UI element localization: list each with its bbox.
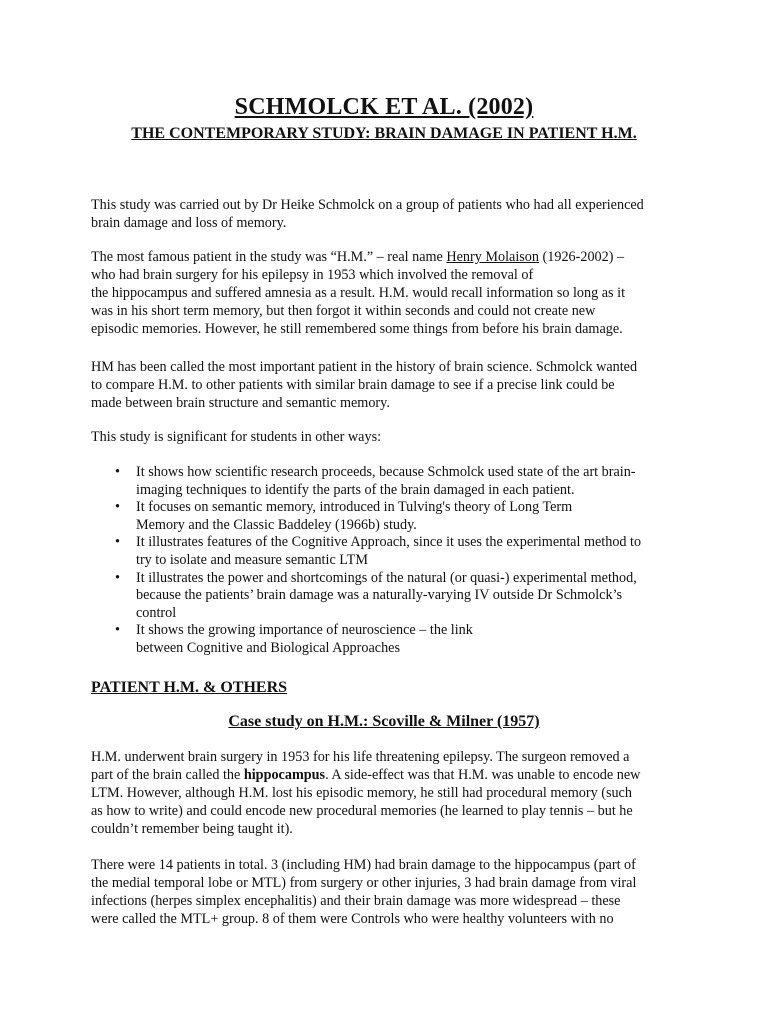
text-line: was in his short term memory, but then forgot it within seconds and could not create new: [91, 303, 596, 319]
text-line: . A side-effect was that H.M. was unable to encode new: [325, 767, 641, 783]
text-line: couldn’t remember being taught it).: [91, 821, 293, 837]
text-line: The most famous patient in the study was “H.M.” – real name: [91, 249, 447, 265]
list-item: [91, 622, 691, 657]
text-line: It illustrates the power and shortcomings of the natural (or quasi-) experimental method,: [136, 569, 637, 586]
text-line: episodic memories. However, he still remembered some things from before his brain damage.: [91, 321, 623, 337]
text-line: (1926-2002) –: [539, 249, 625, 265]
bullet-icon: •: [115, 622, 120, 639]
text-line: LTM. However, although H.M. lost his episodic memory, he still had procedural memory (such: [91, 785, 632, 801]
text-line: It shows the growing importance of neuroscience – the link: [136, 622, 473, 639]
case-study-heading: Case study on H.M.: Scoville & Milner (1957): [228, 713, 540, 730]
text-line: It illustrates features of the Cognitive Approach, since it uses the experimental method to: [136, 534, 642, 551]
henry-molaison-link[interactable]: Henry Molaison: [446, 249, 539, 265]
text-line: HM has been called the most important patient in the history of brain science. Schmolck wanted: [91, 359, 638, 375]
text-line: made between brain structure and semantic memory.: [91, 395, 390, 411]
text-line: try to isolate and measure semantic LTM: [136, 551, 368, 568]
bullet-icon: •: [115, 534, 120, 551]
text-line: infections (herpes simplex encephalitis) and their brain damage was more widespread – these: [91, 893, 621, 909]
text-line: It focuses on semantic memory, introduced in Tulving's theory of Long Term: [136, 499, 573, 516]
text-line: control: [136, 604, 177, 621]
text-line: were called the MTL+ group. 8 of them were Controls who were healthy volunteers with no: [91, 911, 614, 927]
hippocampus-term: hippocampus: [243, 767, 326, 783]
bullet-icon: •: [115, 499, 120, 516]
paragraph-importance: [91, 358, 691, 412]
list-item: [91, 464, 691, 499]
text-line: because the patients’ brain damage was a naturally-varying IV outside Dr Schmolck’s: [136, 587, 623, 604]
text-line: Memory and the Classic Baddeley (1966b) study.: [136, 516, 417, 533]
section-heading: PATIENT H.M. & OTHERS: [91, 679, 288, 696]
paragraph-patients: [91, 856, 691, 928]
text-line: It shows how scientific research proceeds, because Schmolck used state of the art brain-: [136, 464, 636, 480]
text-line: who had brain surgery for his epilepsy in 1953 which involved the removal of: [91, 267, 534, 283]
text-line: imaging techniques to identify the parts of the brain damaged in each patient.: [136, 481, 575, 498]
text-line: This study was carried out by Dr Heike Schmolck on a group of patients who had all experienced: [91, 197, 644, 213]
text-line: the medial temporal lobe or MTL) from surgery or other injuries, 3 had brain damage from viral: [91, 875, 637, 891]
list-item: [91, 499, 691, 534]
significance-list: [91, 464, 691, 658]
bullet-icon: •: [115, 569, 120, 586]
text-line: H.M. underwent brain surgery in 1953 for his life threatening epilepsy. The surgeon removed a: [91, 749, 630, 765]
paragraph-case-study: [91, 748, 691, 838]
text-line: to compare H.M. to other patients with similar brain damage to see if a precise link could be: [91, 377, 615, 393]
paragraph-hm: [91, 248, 691, 338]
paragraph-significance: This study is significant for students in other ways:: [91, 429, 382, 445]
document-title: SCHMOLCK ET AL. (2002): [234, 94, 534, 120]
text-line: There were 14 patients in total. 3 (including HM) had brain damage to the hippocampus (part of: [91, 857, 636, 873]
text-line: brain damage and loss of memory.: [91, 215, 287, 231]
text-line: between Cognitive and Biological Approaches: [136, 639, 400, 656]
text-line: the hippocampus and suffered amnesia as a result. H.M. would recall information so long as it: [91, 285, 626, 301]
list-item: [91, 534, 691, 569]
paragraph-intro: [91, 196, 691, 232]
bullet-icon: •: [115, 464, 120, 480]
text-line: part of the brain called the: [91, 767, 244, 783]
text-line: as how to write) and could encode new procedural memories (he learned to play tennis – but he: [91, 803, 633, 819]
list-item: [91, 570, 691, 623]
document-subtitle: THE CONTEMPORARY STUDY: BRAIN DAMAGE IN PATIENT H.M.: [131, 125, 637, 142]
